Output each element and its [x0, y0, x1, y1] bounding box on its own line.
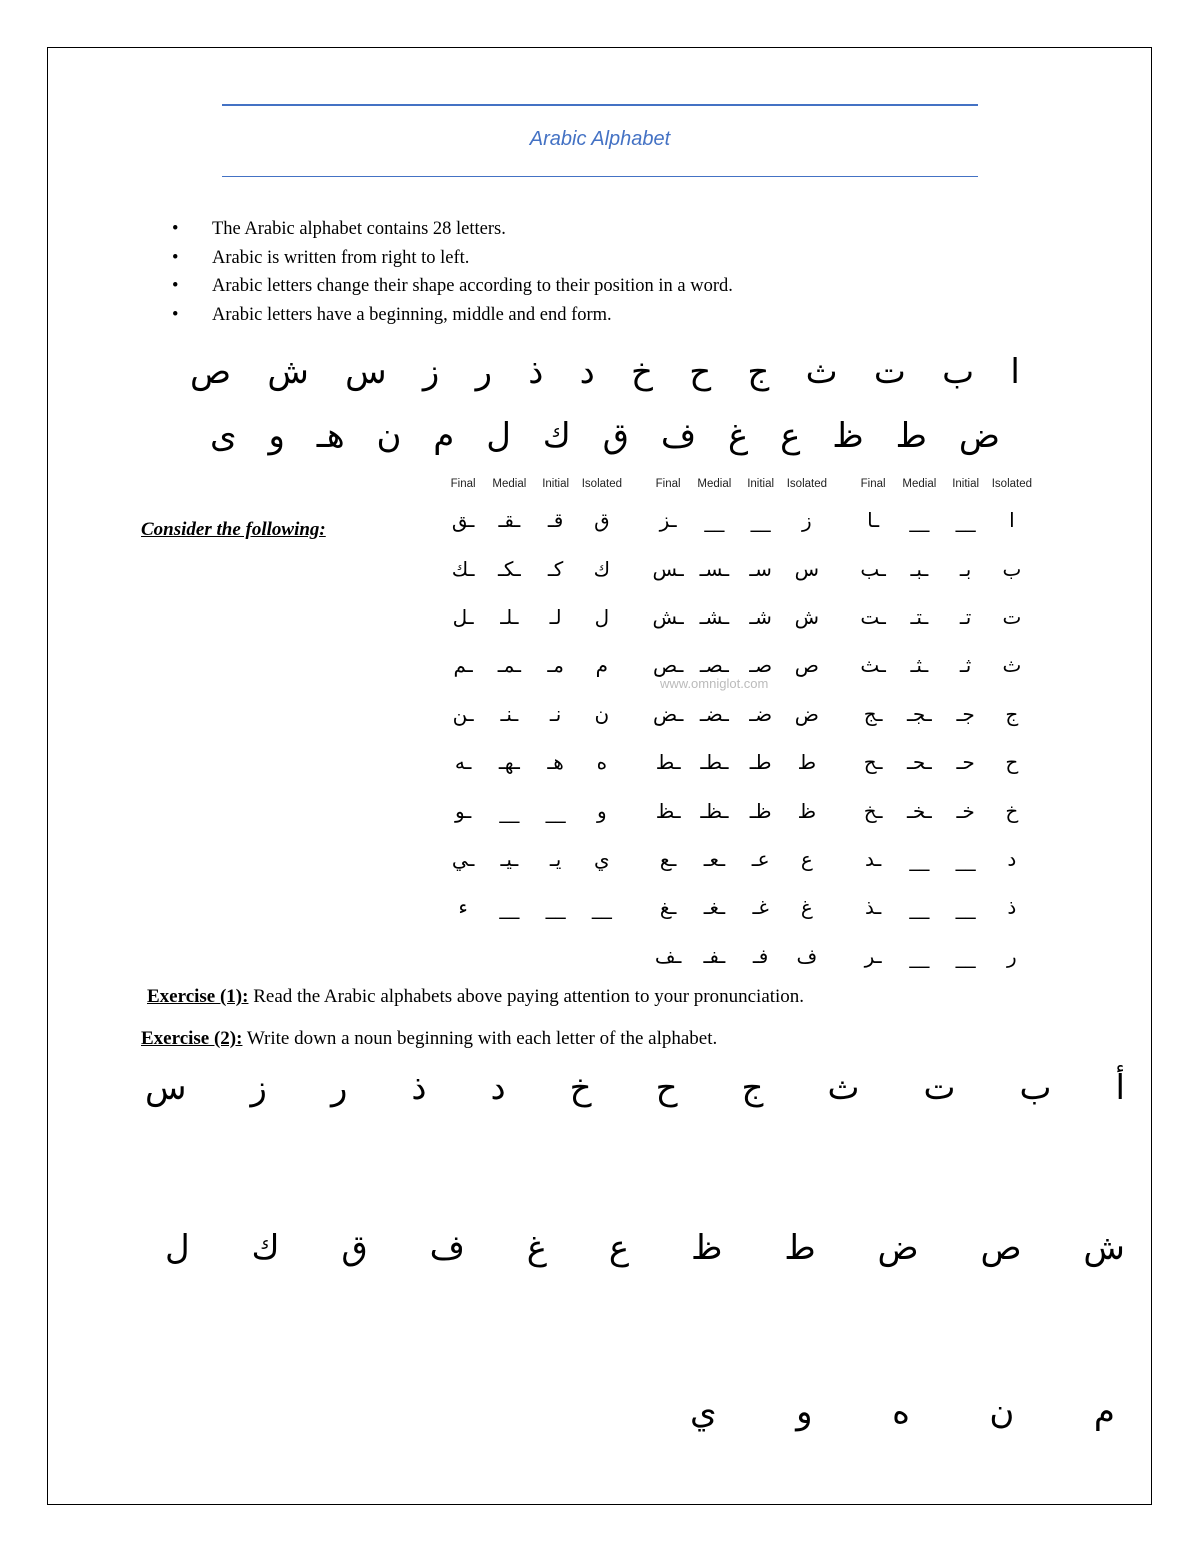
- exercise-letter: ت: [923, 1068, 956, 1108]
- alphabet-letter: ت: [873, 352, 906, 392]
- forms-header-cell: Isolated: [581, 478, 623, 490]
- exercise-letter: ر: [330, 1068, 348, 1108]
- alphabet-letter: م: [433, 416, 455, 456]
- letter-form: __: [955, 943, 976, 968]
- letter-form: ـظ: [655, 798, 681, 823]
- forms-row: [850, 641, 1035, 689]
- letter-form: ز: [802, 508, 812, 533]
- letter-form: ـضـ: [699, 701, 729, 726]
- fact-item: • The Arabic alphabet contains 28 letters.: [172, 215, 733, 244]
- letter-form: ـهـ: [498, 750, 520, 775]
- exercise-letter: و: [796, 1392, 813, 1432]
- title-rule-bottom: [222, 176, 978, 177]
- writing-row-3: [690, 1392, 1115, 1432]
- exercise-letter: ج: [741, 1068, 764, 1108]
- letter-form: __: [955, 895, 976, 920]
- exercise-letter: ث: [827, 1068, 860, 1108]
- letter-form: __: [955, 846, 976, 871]
- forms-header-cell: Isolated: [786, 478, 828, 490]
- forms-header-cell: Initial: [542, 478, 570, 490]
- letter-form: ش: [794, 604, 820, 629]
- letter-form: مـ: [547, 653, 564, 678]
- exercise-letter: ع: [608, 1228, 630, 1268]
- letter-form: ض: [794, 701, 819, 726]
- forms-row: [645, 496, 830, 544]
- fact-item: • Arabic letters change their shape according to their position in a word.: [172, 272, 733, 301]
- alphabet-row-2: [210, 416, 1000, 456]
- letter-form: __: [499, 895, 520, 920]
- alphabet-letter: ى: [210, 416, 237, 456]
- letter-form: يـ: [549, 846, 562, 871]
- letter-form: ـمـ: [497, 653, 522, 678]
- letter-form: __: [909, 943, 930, 968]
- alphabet-letter: ل: [486, 416, 511, 456]
- forms-header: [850, 478, 1035, 496]
- page-title: Arabic Alphabet: [529, 128, 671, 150]
- exercise-letter: ش: [1083, 1228, 1125, 1268]
- exercise-letter: س: [145, 1068, 187, 1108]
- letter-form: ـض: [652, 701, 684, 726]
- letter-form: ـفـ: [703, 943, 726, 968]
- forms-row: [645, 932, 830, 980]
- forms-header-cell: Final: [655, 478, 681, 490]
- letter-form: ـعـ: [703, 846, 726, 871]
- letter-form: ـتـ: [910, 604, 929, 629]
- alphabet-letter: ظ: [832, 416, 864, 456]
- letter-form: ا: [1009, 508, 1015, 533]
- exercise-letter: ح: [655, 1068, 678, 1108]
- letter-form: ـي: [451, 846, 475, 871]
- exercise-1-label: Exercise (1):: [147, 986, 249, 1007]
- letter-form: __: [909, 895, 930, 920]
- letter-form: ر: [1007, 943, 1017, 968]
- letter-form: __: [909, 846, 930, 871]
- letter-form: ـخـ: [907, 798, 932, 823]
- writing-row-2: [165, 1228, 1125, 1268]
- letter-form: ـت: [860, 604, 886, 629]
- alphabet-letter: ف: [660, 416, 697, 456]
- letter-form: ب: [1002, 556, 1022, 581]
- letter-form: ـس: [652, 556, 684, 581]
- letter-form: صـ: [749, 653, 773, 678]
- exercise-2: [141, 1028, 717, 1050]
- letter-form: حـ: [956, 750, 975, 775]
- alphabet-letter: ث: [805, 352, 838, 392]
- letter-form: ـم: [453, 653, 473, 678]
- letter-form: د: [1007, 846, 1017, 871]
- exercise-letter: ذ: [411, 1068, 427, 1108]
- letter-form: هـ: [547, 750, 564, 775]
- letter-form: __: [591, 895, 612, 920]
- forms-row: [645, 738, 830, 786]
- alphabet-letter: ر: [475, 352, 492, 392]
- letter-form: ـر: [864, 943, 882, 968]
- consider-heading: Consider the following:: [141, 519, 326, 540]
- letter-form: ثـ: [959, 653, 972, 678]
- forms-row: [440, 641, 625, 689]
- exercise-letter: د: [490, 1068, 506, 1108]
- letter-form: ظـ: [749, 798, 772, 823]
- forms-row: [645, 641, 830, 689]
- alphabet-letter: ض: [958, 416, 1000, 456]
- exercise-letter: خ: [569, 1068, 592, 1108]
- letter-form: ـط: [655, 750, 681, 775]
- forms-row: [440, 496, 625, 544]
- letter-form: ـا: [867, 508, 880, 533]
- forms-row: [850, 544, 1035, 592]
- letter-form: جـ: [956, 701, 975, 726]
- exercise-1: [147, 986, 804, 1008]
- letter-form: طـ: [749, 750, 772, 775]
- alphabet-letter: هـ: [316, 416, 345, 456]
- forms-row: [850, 835, 1035, 883]
- letter-form: ـك: [451, 556, 475, 581]
- letter-form: __: [499, 798, 520, 823]
- letter-form: ط: [797, 750, 817, 775]
- forms-row: [645, 690, 830, 738]
- letter-form: ـص: [652, 653, 684, 678]
- alphabet-row-1: [190, 352, 1020, 392]
- exercise-letter: ف: [429, 1228, 465, 1268]
- letter-form: ص: [794, 653, 819, 678]
- letter-form: سـ: [749, 556, 772, 581]
- alphabet-letter: خ: [631, 352, 653, 392]
- forms-row: [440, 690, 625, 738]
- forms-header-cell: Medial: [492, 478, 527, 490]
- letter-form: شـ: [749, 604, 772, 629]
- letter-form: ق: [594, 508, 610, 533]
- forms-header-cell: Final: [860, 478, 886, 490]
- letter-form: ـق: [451, 508, 475, 533]
- forms-header-cell: Final: [450, 478, 476, 490]
- letter-form: ـقـ: [498, 508, 521, 533]
- forms-row: [645, 883, 830, 931]
- alphabet-letter: ع: [780, 416, 801, 456]
- alphabet-letter: و: [268, 416, 285, 456]
- forms-row: [440, 738, 625, 786]
- letter-form: ج: [1005, 701, 1019, 726]
- letter-form: ـش: [652, 604, 684, 629]
- exercise-letter: ي: [690, 1392, 717, 1432]
- fact-item: • Arabic is written from right to left.: [172, 244, 733, 273]
- forms-row: [440, 593, 625, 641]
- exercise-letter: ك: [251, 1228, 280, 1268]
- letter-form: عـ: [751, 846, 770, 871]
- exercise-letter: أ: [1115, 1068, 1125, 1108]
- letter-form: كـ: [547, 556, 564, 581]
- alphabet-letter: ز: [422, 352, 440, 392]
- letter-form: __: [704, 508, 725, 533]
- letter-form: قـ: [547, 508, 564, 533]
- alphabet-letter: ن: [376, 416, 402, 456]
- alphabet-letter: ط: [895, 416, 927, 456]
- exercise-letter: ص: [980, 1228, 1022, 1268]
- letter-form: ـد: [864, 846, 882, 871]
- letter-form: ث: [1002, 653, 1022, 678]
- forms-block: [440, 478, 625, 932]
- letter-form: ـو: [455, 798, 472, 823]
- letter-form: ـث: [860, 653, 886, 678]
- alphabet-letter: ش: [267, 352, 309, 392]
- letter-form: ـن: [452, 701, 474, 726]
- letter-form: م: [595, 653, 609, 678]
- forms-header: [440, 478, 625, 496]
- letter-form: ـطـ: [700, 750, 729, 775]
- exercise-letter: م: [1093, 1392, 1115, 1432]
- forms-row: [440, 786, 625, 834]
- letter-form: __: [909, 508, 930, 533]
- forms-row: [440, 883, 625, 931]
- forms-row: [850, 786, 1035, 834]
- forms-row: [645, 593, 830, 641]
- letter-form: ـب: [860, 556, 886, 581]
- letter-form: لـ: [549, 604, 562, 629]
- letter-form: ـشـ: [699, 604, 730, 629]
- forms-block: [645, 478, 830, 980]
- forms-block: [850, 478, 1035, 980]
- forms-row: [645, 544, 830, 592]
- forms-header-cell: Isolated: [991, 478, 1033, 490]
- fact-item: • Arabic letters have a beginning, middle and end form.: [172, 301, 733, 330]
- letter-form: خـ: [956, 798, 975, 823]
- letter-form: ـكـ: [497, 556, 521, 581]
- letter-form: ـظـ: [700, 798, 729, 823]
- letter-form: ـجـ: [907, 701, 932, 726]
- letter-form: ـج: [863, 701, 883, 726]
- alphabet-letter: ح: [689, 352, 712, 392]
- letter-form: غـ: [752, 895, 769, 920]
- alphabet-letter: ج: [747, 352, 770, 392]
- forms-header-cell: Initial: [747, 478, 775, 490]
- letter-form: ضـ: [749, 701, 773, 726]
- letter-form: ظ: [797, 798, 817, 823]
- exercise-2-label: Exercise (2):: [141, 1028, 243, 1049]
- letter-form: و: [597, 798, 607, 823]
- alphabet-letter: ص: [190, 352, 232, 392]
- alphabet-letter: ك: [542, 416, 571, 456]
- letter-form: ـف: [654, 943, 682, 968]
- letter-form: ـيـ: [500, 846, 519, 871]
- letter-form: ـغ: [659, 895, 677, 920]
- letter-form: __: [750, 508, 771, 533]
- letter-form: __: [545, 798, 566, 823]
- exercise-letter: ط: [784, 1228, 816, 1268]
- exercise-letter: ن: [989, 1392, 1015, 1432]
- letter-form: ـغـ: [703, 895, 726, 920]
- letter-form: خ: [1005, 798, 1019, 823]
- forms-row: [850, 738, 1035, 786]
- letter-form: __: [545, 895, 566, 920]
- letter-form: نـ: [549, 701, 562, 726]
- letter-form: ـز: [659, 508, 677, 533]
- forms-row: [645, 835, 830, 883]
- letter-form: ـثـ: [910, 653, 929, 678]
- exercise-1-text: Read the Arabic alphabets above paying attention to your pronunciation.: [248, 986, 805, 1007]
- letter-form: ـخ: [863, 798, 883, 823]
- exercise-letter: ه: [892, 1392, 910, 1432]
- exercise-letter: ل: [165, 1228, 190, 1268]
- alphabet-letter: ا: [1010, 352, 1020, 392]
- alphabet-letter: د: [579, 352, 595, 392]
- forms-header-cell: Initial: [952, 478, 980, 490]
- forms-row: [440, 835, 625, 883]
- letter-form: ـبـ: [910, 556, 929, 581]
- letter-forms-chart: [440, 478, 1033, 968]
- letter-form: بـ: [959, 556, 972, 581]
- letter-form: ي: [594, 846, 610, 871]
- letter-form: ـصـ: [699, 653, 729, 678]
- letter-form: ع: [800, 846, 813, 871]
- writing-row-1: [145, 1068, 1125, 1108]
- alphabet-letter: ذ: [528, 352, 544, 392]
- letter-form: فـ: [752, 943, 769, 968]
- forms-header-cell: Medial: [902, 478, 937, 490]
- forms-row: [440, 544, 625, 592]
- exercise-2-text: Write down a noun beginning with each letter of the alphabet.: [242, 1028, 718, 1049]
- letter-form: ن: [594, 701, 610, 726]
- alphabet-letter: ب: [942, 352, 975, 392]
- letter-form: تـ: [959, 604, 972, 629]
- exercise-letter: ز: [250, 1068, 267, 1108]
- letter-form: __: [955, 508, 976, 533]
- letter-form: ـنـ: [500, 701, 519, 726]
- alphabet-letter: س: [345, 352, 387, 392]
- letter-form: ـلـ: [500, 604, 519, 629]
- exercise-letter: ب: [1019, 1068, 1052, 1108]
- letter-form: ـل: [452, 604, 474, 629]
- letter-form: ذ: [1007, 895, 1017, 920]
- forms-row: [850, 690, 1035, 738]
- letter-form: ـسـ: [699, 556, 730, 581]
- letter-form: س: [794, 556, 820, 581]
- letter-form: ك: [593, 556, 611, 581]
- exercise-letter: غ: [526, 1228, 547, 1268]
- forms-row: [850, 883, 1035, 931]
- letter-form: ه: [596, 750, 608, 775]
- alphabet-letter: غ: [727, 416, 749, 456]
- letter-form: ت: [1002, 604, 1022, 629]
- letter-form: ـع: [659, 846, 677, 871]
- forms-row: [850, 593, 1035, 641]
- letter-form: ـح: [863, 750, 883, 775]
- forms-row: [850, 932, 1035, 980]
- letter-form: ف: [796, 943, 818, 968]
- letter-form: ل: [594, 604, 610, 629]
- exercise-letter: ظ: [690, 1228, 723, 1268]
- exercise-letter: ض: [877, 1228, 919, 1268]
- letter-form: ح: [1005, 750, 1019, 775]
- omniglot-watermark: www.omniglot.com: [660, 676, 769, 691]
- facts-list: [172, 215, 733, 329]
- forms-header-cell: Medial: [697, 478, 732, 490]
- letter-form: غ: [800, 895, 813, 920]
- alphabet-letter: ق: [602, 416, 629, 456]
- forms-row: [850, 496, 1035, 544]
- forms-header: [645, 478, 830, 496]
- letter-form: ء: [458, 895, 468, 920]
- title-rule-top: [222, 104, 978, 106]
- exercise-letter: ق: [341, 1228, 368, 1268]
- forms-row: [645, 786, 830, 834]
- letter-form: ـذ: [864, 895, 882, 920]
- letter-form: ـحـ: [907, 750, 932, 775]
- letter-form: ـه: [454, 750, 472, 775]
